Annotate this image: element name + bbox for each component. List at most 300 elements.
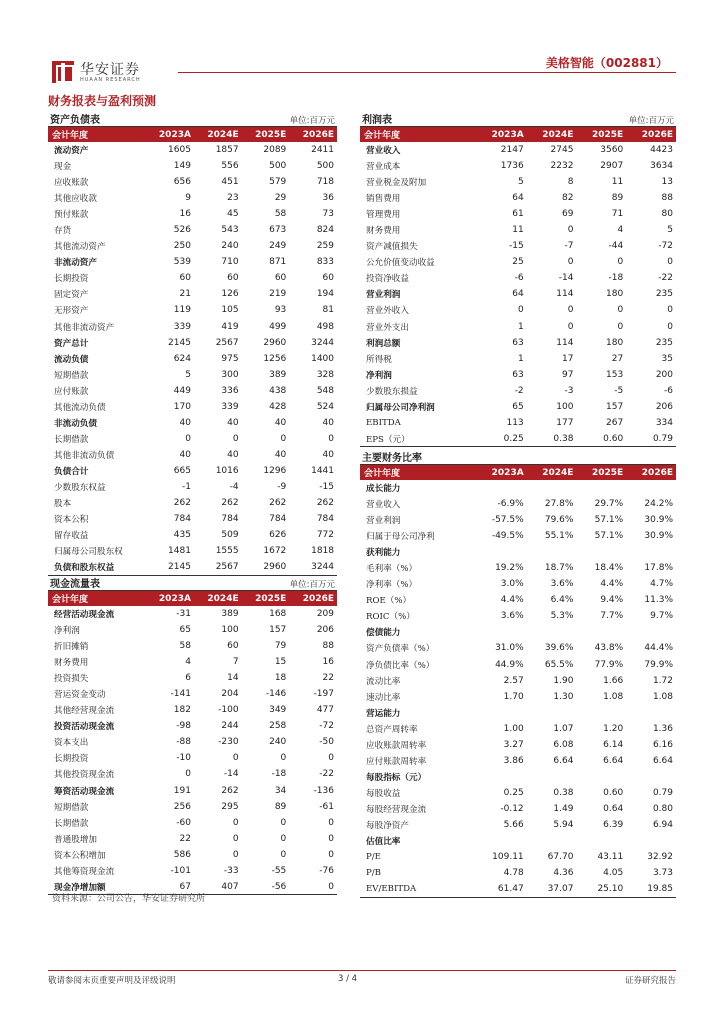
table-row: [360, 640, 676, 656]
row-label: 归属母公司股东权: [54, 547, 123, 558]
cell-value: 1736: [500, 161, 524, 172]
cell-value: -18: [271, 769, 287, 780]
cell-value: 13: [661, 177, 673, 188]
cell-value: 586: [173, 849, 191, 860]
cell-value: [477, 833, 527, 849]
row-label: 预付账款: [54, 210, 89, 221]
cell-value: -2: [514, 385, 524, 396]
cell-value: 4423: [650, 145, 673, 156]
row-label: 其他非流动资产: [54, 322, 115, 333]
cell-value: 182: [173, 705, 191, 716]
cell-value: 67.70: [547, 852, 574, 863]
column-header-year: 2024E: [194, 127, 242, 142]
cell-value: 64: [512, 289, 524, 300]
cell-value: 2145: [168, 337, 191, 348]
cell-value: -15: [508, 241, 524, 252]
cell-value: 626: [269, 530, 287, 541]
table-row: [360, 512, 676, 528]
table-row: [48, 206, 337, 222]
cell-value: 1672: [263, 546, 287, 557]
cell-value: 1.90: [553, 675, 574, 686]
cell-value: 784: [221, 514, 239, 525]
table-row: [360, 785, 676, 801]
column-header-year: 2023A: [146, 127, 194, 142]
table-row: [48, 463, 337, 479]
table-row: [48, 351, 337, 367]
cell-value: 0: [617, 321, 624, 332]
cell-value: 194: [316, 289, 334, 300]
table-row: [360, 673, 676, 689]
cell-value: 1441: [311, 465, 334, 476]
table-row: [360, 849, 676, 865]
table-row: [360, 142, 676, 158]
cell-value: 88: [661, 193, 673, 204]
cell-value: 45: [227, 209, 239, 220]
table-row: [48, 254, 337, 270]
table-row: [360, 158, 676, 174]
cell-value: 2147: [500, 145, 524, 156]
cell-value: 3560: [600, 145, 624, 156]
row-label: 流动比率: [366, 676, 401, 687]
cell-value: 262: [269, 498, 287, 509]
cell-value: 29: [274, 193, 287, 204]
row-label: 营业税金及附加: [366, 178, 427, 189]
cell-value: 30.9%: [644, 515, 673, 526]
table-row: [48, 415, 337, 431]
cell-value: 2232: [550, 161, 574, 172]
table-row: [360, 254, 676, 270]
table-row: [48, 270, 337, 286]
page-number: 3 / 4: [338, 974, 358, 984]
cell-value: 61.47: [497, 883, 524, 894]
cell-value: 0: [567, 321, 574, 332]
cell-value: 477: [316, 705, 334, 716]
row-label: ROE（%）: [366, 596, 412, 607]
cell-value: 1.36: [652, 723, 673, 734]
cell-value: 548: [316, 385, 334, 396]
table-row: [48, 783, 337, 799]
cell-value: 0: [280, 753, 287, 764]
row-label: 净负债比率（%）: [366, 660, 435, 671]
cell-value: 0: [517, 305, 524, 316]
table-row: [360, 335, 676, 351]
cell-value: 0: [232, 817, 239, 828]
cell-value: 4.78: [503, 868, 524, 879]
cell-value: 9: [185, 193, 191, 204]
cell-value: 27.8%: [544, 499, 574, 510]
cell-value: 1.70: [503, 691, 524, 702]
cell-value: [527, 544, 577, 560]
cell-value: 5.94: [553, 820, 574, 830]
column-header-label: 会计年度: [360, 127, 477, 142]
column-header-year: 2026E: [289, 127, 337, 142]
cell-value: 77.9%: [594, 659, 624, 670]
cell-value: 2145: [168, 561, 191, 572]
cell-value: -3: [564, 385, 574, 396]
cell-value: -33: [223, 865, 239, 876]
cell-value: 57.1%: [594, 515, 624, 526]
row-label: 应收账款: [54, 178, 89, 189]
cell-value: 97: [561, 369, 574, 380]
cell-value: 0: [280, 849, 287, 860]
row-label: 归属于母公司净利: [366, 532, 435, 543]
row-label: 留存收益: [54, 531, 89, 542]
table-row: [48, 495, 337, 511]
table-row: [48, 718, 337, 734]
cell-value: 40: [227, 417, 239, 428]
cell-value: 8: [567, 177, 574, 188]
cell-value: 2.57: [503, 675, 524, 686]
logo-text: 华安证券: [80, 62, 140, 78]
cell-value: -10: [176, 753, 191, 764]
table-row: [360, 576, 676, 592]
cell-value: 2567: [215, 337, 239, 348]
cell-value: 2960: [263, 561, 287, 572]
table-row: [360, 705, 676, 721]
cell-value: 1296: [263, 465, 287, 476]
table-row: [48, 302, 337, 318]
row-label: 其他投资现金流: [54, 770, 115, 781]
cell-value: 60: [322, 273, 334, 284]
cell-value: 71: [611, 209, 624, 220]
table-row: [48, 447, 337, 463]
cell-value: 0: [232, 433, 239, 444]
row-label: P/B: [366, 868, 381, 879]
cell-value: [477, 705, 527, 721]
cell-value: 55.1%: [544, 531, 574, 542]
cell-value: -4: [229, 482, 239, 492]
cell-value: 871: [269, 257, 287, 268]
cash-flow-title: 现金流量表: [50, 579, 100, 590]
header-divider: [178, 72, 676, 73]
table-row: [48, 670, 337, 686]
table-row: [360, 801, 676, 817]
row-label: 每股收益: [366, 788, 401, 799]
cell-value: 262: [173, 498, 191, 509]
ratios-title: 主要财务比率: [362, 453, 422, 464]
cell-value: 240: [269, 737, 287, 748]
table-row: [48, 638, 337, 654]
row-label: 资本支出: [54, 738, 89, 749]
cell-value: 5: [667, 225, 673, 236]
cell-value: 2745: [550, 145, 574, 156]
cell-value: 14: [227, 673, 239, 684]
cell-value: 27: [611, 353, 624, 364]
table-row: [360, 624, 676, 640]
cell-value: 435: [173, 530, 191, 541]
cell-value: 389: [221, 609, 239, 620]
cell-value: 15: [274, 657, 287, 668]
row-label: 其他经营现金流: [54, 706, 115, 717]
table-row: [360, 238, 676, 254]
table-row: [48, 654, 337, 670]
column-header-year: 2023A: [477, 465, 527, 480]
cell-value: [477, 624, 527, 640]
cell-value: 1481: [168, 546, 191, 557]
cell-value: 3244: [311, 337, 334, 348]
cell-value: 60: [179, 273, 191, 284]
cell-value: 509: [221, 530, 239, 541]
row-label: EV/EBITDA: [366, 883, 417, 894]
cell-value: 40: [274, 449, 287, 460]
cell-value: 113: [506, 417, 524, 428]
cell-value: 64: [512, 193, 524, 204]
cell-value: 11.3%: [644, 595, 673, 606]
column-header-year: 2025E: [576, 127, 626, 142]
cell-value: 5.3%: [550, 611, 574, 622]
cell-value: 0: [567, 305, 574, 316]
row-label: 偿债能力: [366, 628, 401, 639]
cell-value: -136: [313, 785, 334, 796]
cell-value: 6.64: [553, 755, 574, 766]
cell-value: 2089: [263, 145, 287, 156]
cell-value: [527, 833, 577, 849]
cell-value: 524: [316, 401, 334, 412]
cell-value: -6: [664, 385, 673, 396]
cell-value: 40: [179, 417, 191, 428]
table-row: [48, 399, 337, 415]
cell-value: 1.07: [553, 723, 574, 734]
table-row: [360, 544, 676, 560]
cell-value: 22: [322, 673, 334, 684]
column-header-year: 2026E: [289, 591, 337, 606]
row-label: 获利能力: [366, 548, 401, 559]
row-label: P/E: [366, 852, 381, 863]
table-row: [48, 511, 337, 527]
cell-value: 206: [655, 401, 673, 412]
cell-value: -55: [271, 865, 287, 876]
cell-value: 17: [561, 353, 574, 364]
cell-value: 39.6%: [544, 643, 574, 654]
table-row: [360, 174, 676, 190]
cell-value: 2411: [311, 145, 334, 156]
row-label: 毛利率（%）: [366, 564, 418, 575]
cell-value: 57.1%: [594, 531, 624, 542]
row-label: 资产负债率（%）: [366, 644, 435, 655]
cell-value: 40: [179, 449, 191, 460]
cell-value: 267: [606, 417, 624, 428]
row-label: 股本: [54, 499, 72, 510]
cell-value: 0: [567, 257, 574, 268]
row-label: 每股经营现金流: [366, 804, 427, 815]
cell-value: -0.12: [500, 803, 524, 814]
cell-value: -6: [514, 273, 524, 284]
row-label: 其他非流动负债: [54, 450, 115, 461]
cell-value: [477, 480, 527, 496]
cell-value: 498: [316, 321, 334, 332]
cell-value: 18.4%: [594, 563, 624, 574]
cell-value: 1605: [168, 145, 191, 156]
cell-value: 153: [606, 369, 624, 380]
cell-value: 31.0%: [495, 643, 524, 654]
cell-value: 673: [269, 225, 287, 236]
cell-value: 0: [232, 849, 239, 860]
row-label: 利润总额: [366, 338, 401, 349]
row-label: 估值比率: [366, 837, 401, 848]
cell-value: 157: [269, 625, 287, 636]
table-row: [48, 863, 337, 879]
row-label: 应收账款周转率: [366, 740, 427, 751]
cell-value: 0.80: [652, 803, 673, 814]
cell-value: 65: [179, 625, 191, 636]
cell-value: 0: [667, 321, 673, 332]
table-row: [360, 399, 676, 415]
company-name: 美格智能（002881）: [545, 56, 668, 70]
cell-value: 40: [322, 417, 334, 428]
cell-value: 34: [274, 785, 287, 796]
row-label: 短期借款: [54, 802, 89, 813]
table-row: [48, 702, 337, 718]
row-label: 长期投资: [54, 274, 89, 285]
cell-value: [626, 705, 676, 721]
row-label: 营业成本: [366, 162, 401, 173]
cell-value: 833: [316, 257, 334, 268]
row-label: 营运资金变动: [54, 690, 106, 701]
balance-sheet-unit: 单位:百万元: [289, 116, 335, 126]
table-header-row: [48, 591, 337, 606]
row-label: 长期借款: [54, 434, 89, 445]
ratios-section: [360, 449, 676, 898]
cell-value: -18: [608, 273, 624, 284]
column-header-year: 2025E: [576, 465, 626, 480]
row-label: EPS（元）: [366, 434, 410, 445]
cell-value: 1: [517, 353, 524, 364]
cell-value: [626, 769, 676, 785]
row-label: 负债合计: [54, 466, 89, 477]
cell-value: 1.20: [603, 723, 624, 734]
cell-value: -61: [319, 801, 334, 812]
cell-value: 32.92: [647, 852, 673, 863]
row-label: 非流动负债: [54, 418, 97, 429]
row-label: 资本公积增加: [54, 850, 106, 861]
cell-value: 114: [556, 337, 574, 348]
cell-value: 0: [667, 305, 673, 316]
cell-value: 1400: [311, 353, 334, 364]
table-row: [48, 238, 337, 254]
cell-value: 5: [185, 369, 191, 380]
table-row: [48, 766, 337, 782]
row-label: 经营活动现金流: [54, 610, 115, 621]
cell-value: 718: [316, 177, 334, 188]
row-label: 营业收入: [366, 500, 401, 511]
cell-value: 43.11: [597, 852, 624, 863]
cell-value: 539: [173, 257, 191, 268]
table-row: [360, 592, 676, 608]
table-row: [360, 302, 676, 318]
cell-value: -7: [564, 241, 574, 252]
cell-value: 44.9%: [495, 659, 524, 670]
cell-value: 710: [221, 257, 239, 268]
cell-value: -76: [319, 865, 334, 876]
table-row: [360, 190, 676, 206]
cell-value: 88: [322, 641, 334, 652]
cell-value: 58: [179, 641, 191, 652]
row-label: 资产总计: [54, 338, 89, 349]
cell-value: 100: [556, 401, 574, 412]
table-row: [48, 158, 337, 174]
cell-value: -31: [176, 609, 191, 620]
cell-value: 180: [606, 289, 624, 300]
cell-value: 58: [274, 209, 287, 220]
row-label: 固定资产: [54, 290, 89, 301]
row-label: 长期借款: [54, 818, 89, 829]
cell-value: 43.8%: [594, 643, 624, 654]
cell-value: 784: [316, 514, 334, 525]
table-row: [360, 367, 676, 383]
cell-value: -9: [277, 482, 287, 492]
table-row: [360, 319, 676, 335]
cell-value: 4.36: [553, 868, 574, 879]
table-row: [48, 174, 337, 190]
cell-value: 438: [269, 385, 287, 396]
table-row: [360, 528, 676, 544]
row-label: 其他筹资现金流: [54, 866, 115, 877]
cell-value: 119: [173, 305, 191, 316]
column-header-label: 会计年度: [360, 465, 477, 480]
cell-value: -100: [218, 705, 239, 716]
cell-value: -88: [176, 737, 191, 748]
cell-value: [527, 624, 577, 640]
cell-value: 89: [274, 801, 287, 812]
table-row: [360, 737, 676, 753]
cell-value: 250: [173, 241, 191, 252]
row-label: 净利润: [366, 370, 392, 381]
table-row: [48, 847, 337, 863]
cell-value: 3.6%: [550, 579, 574, 590]
cell-value: -50: [319, 737, 334, 748]
cell-value: 428: [269, 401, 287, 412]
row-label: 短期借款: [54, 370, 89, 381]
cell-value: 1.49: [553, 803, 574, 814]
row-label: 应付账款: [54, 386, 89, 397]
column-header-year: 2024E: [194, 591, 242, 606]
cell-value: [576, 769, 626, 785]
cell-value: [576, 833, 626, 849]
table-row: [360, 833, 676, 849]
cell-value: 17.8%: [644, 563, 673, 574]
table-row: [360, 480, 676, 496]
cell-value: 334: [655, 417, 673, 428]
cell-value: 824: [316, 225, 334, 236]
cell-value: 6.39: [603, 820, 624, 830]
row-label: 速动比率: [366, 692, 401, 703]
row-label: 营业外收入: [366, 306, 409, 317]
cell-value: 60: [227, 273, 239, 284]
cell-value: 37.07: [547, 883, 574, 894]
cell-value: 543: [221, 225, 239, 236]
cell-value: 336: [221, 385, 239, 396]
row-label: 公允价值变动收益: [366, 258, 435, 269]
cell-value: 0: [280, 433, 287, 444]
row-label: 营业利润: [366, 516, 401, 527]
cell-value: -15: [319, 482, 334, 492]
cell-value: 1256: [263, 353, 287, 364]
column-header-year: 2025E: [242, 591, 290, 606]
row-label: 营业外支出: [366, 322, 409, 333]
table-row: [48, 815, 337, 831]
cell-value: [576, 480, 626, 496]
cell-value: 0.38: [553, 433, 574, 444]
column-header-year: 2024E: [527, 127, 577, 142]
cell-value: 24.2%: [644, 499, 673, 510]
cell-value: 93: [274, 305, 287, 316]
page-title: 财务报表与盈利预测: [48, 94, 157, 108]
cell-value: 772: [316, 530, 334, 541]
row-label: 非流动资产: [54, 258, 97, 269]
row-label: 成长能力: [366, 484, 401, 495]
table-row: [48, 559, 337, 575]
cell-value: 3.73: [652, 868, 673, 879]
